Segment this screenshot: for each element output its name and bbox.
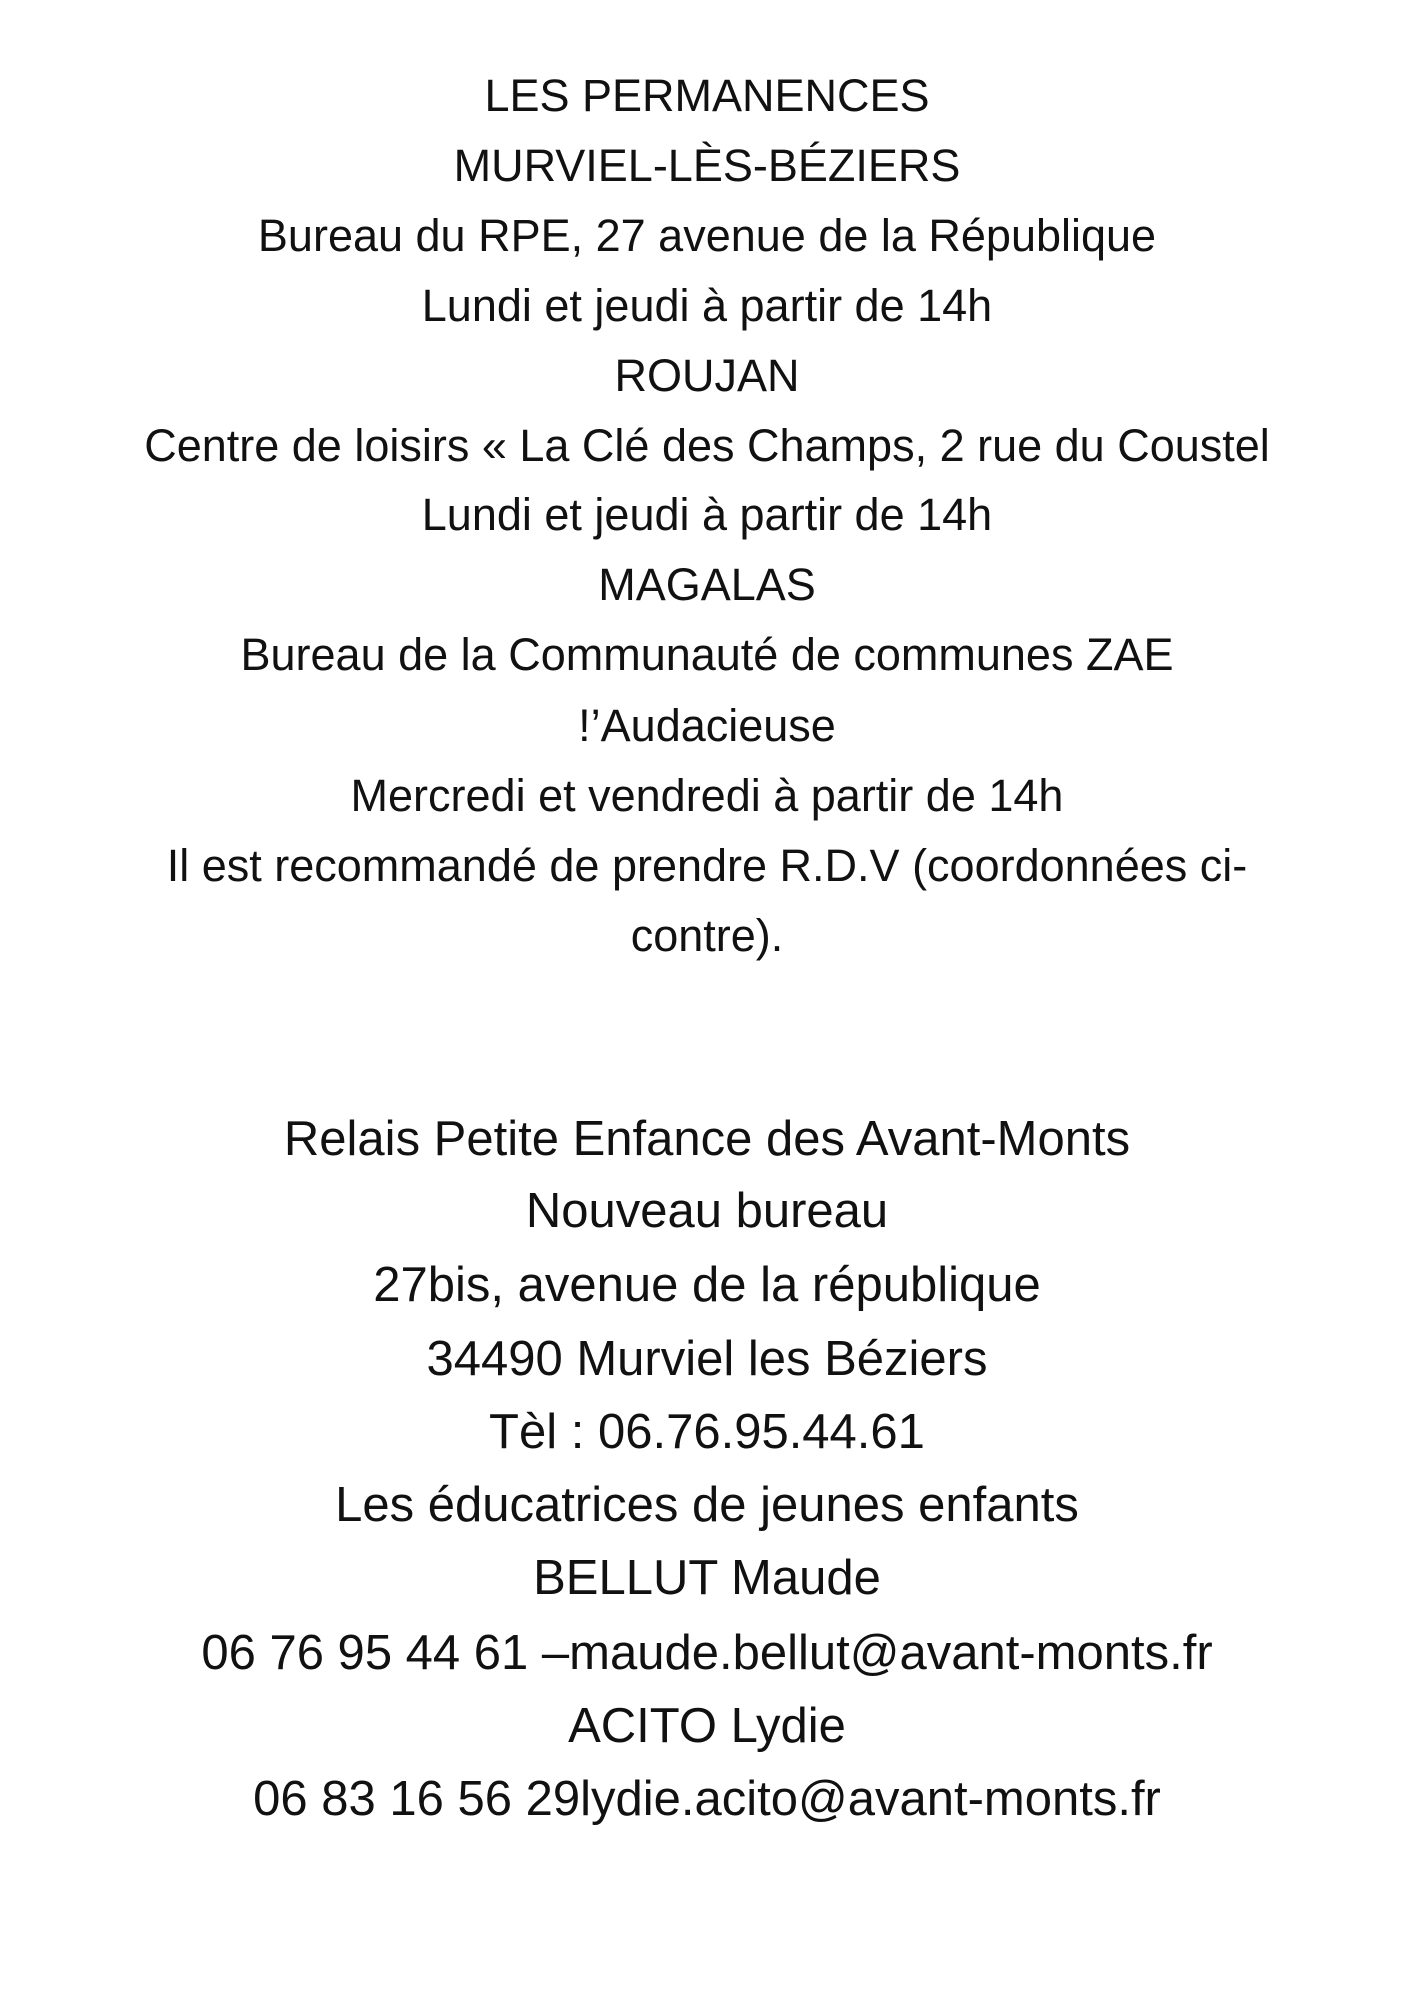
schedule-line: Lundi et jeudi à partir de 14h [421,280,993,331]
address-line: !’Audacieuse [578,700,836,751]
town-heading: ROUJAN [614,350,800,401]
street-address: 27bis, avenue de la république [373,1258,1041,1312]
staff-name: BELLUT Maude [533,1551,881,1605]
permanences-title: LES PERMANENCES [484,70,930,121]
schedule-line: Lundi et jeudi à partir de 14h [421,489,993,540]
city-address: 34490 Murviel les Béziers [426,1332,988,1386]
schedule-line: Mercredi et vendredi à partir de 14h [350,770,1064,821]
staff-contact: 06 83 16 56 29lydie.acito@avant-monts.fr [253,1772,1161,1826]
note-line: Il est recommandé de prendre R.D.V (coordonnées ci- [166,840,1248,891]
organization-name: Relais Petite Enfance des Avant-Monts [283,1112,1131,1166]
staff-contact: 06 76 95 44 61 –maude.bellut@avant-monts.fr [201,1626,1213,1680]
address-line: Bureau de la Communauté de communes ZAE [240,629,1174,680]
note-line: contre). [630,910,784,961]
staff-heading: Les éducatrices de jeunes enfants [335,1478,1079,1532]
town-heading: MURVIEL-LÈS-BÉZIERS [453,140,961,191]
address-line: Centre de loisirs « La Clé des Champs, 2 rue du Coustel [144,420,1270,471]
town-heading: MAGALAS [598,559,816,610]
staff-name: ACITO Lydie [568,1699,846,1753]
address-line: Bureau du RPE, 27 avenue de la République [257,210,1157,261]
phone-line: Tèl : 06.76.95.44.61 [489,1405,925,1459]
office-label: Nouveau bureau [525,1184,889,1238]
